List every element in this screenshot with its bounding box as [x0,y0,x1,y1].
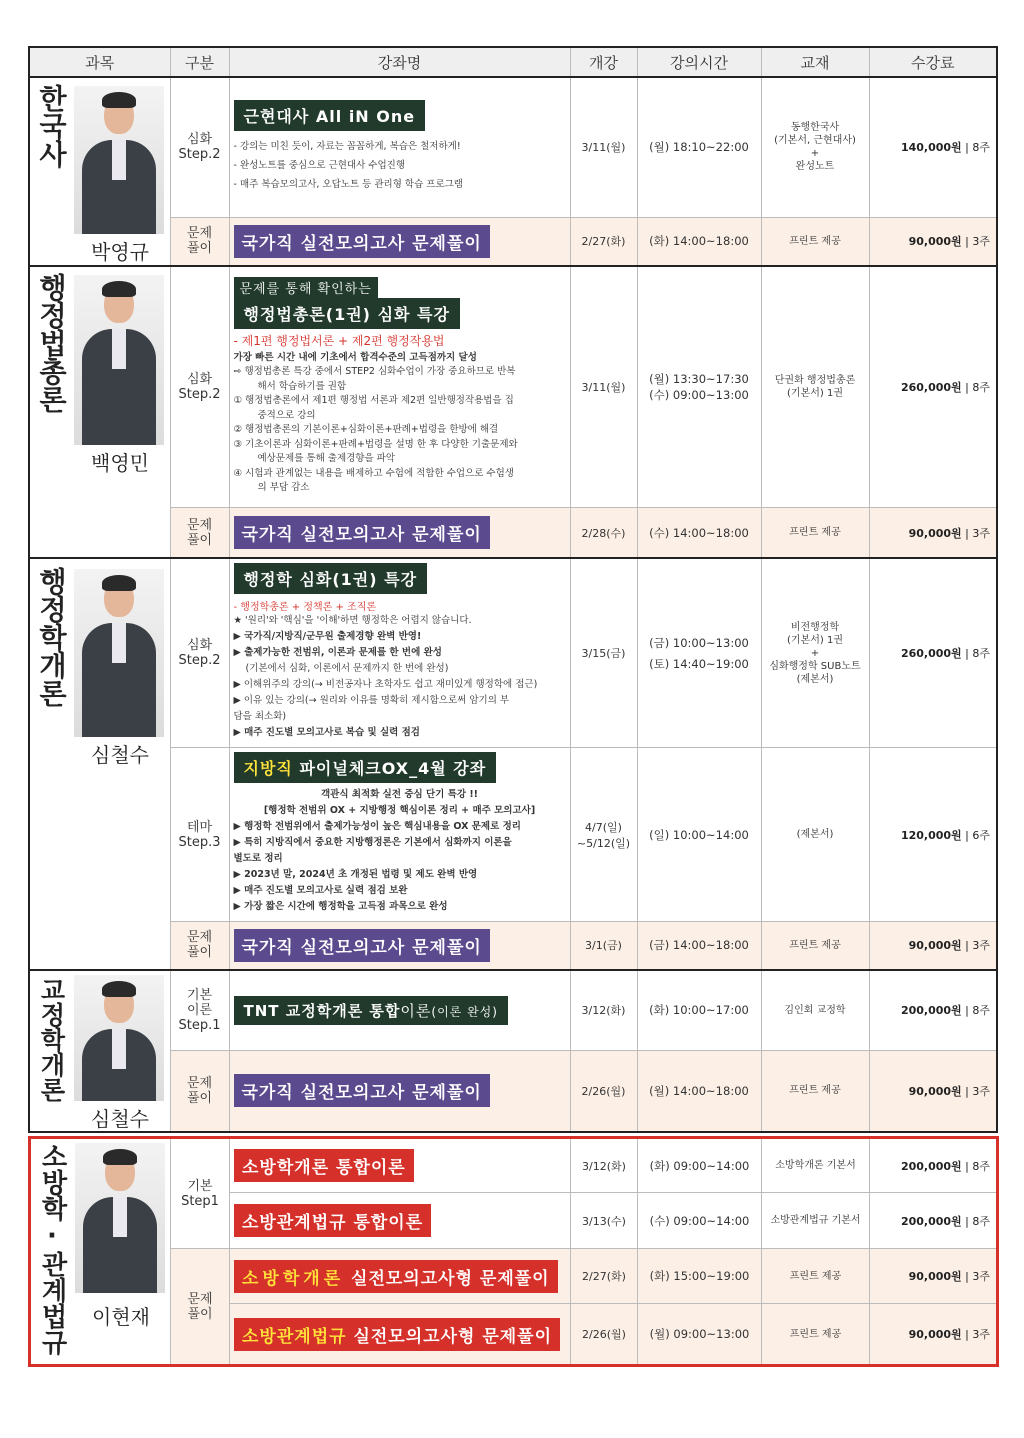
table-row [29,558,997,748]
lecture-time: (일) 10:00~14:00 [637,748,761,922]
course-cell [229,922,570,970]
subject-title: 소방학·관계법규 [37,1143,67,1355]
start-date: 3/11(월) [570,77,637,217]
fee: 90,000원 | 3주 [869,1051,997,1132]
start-date: 3/1(금) [570,922,637,970]
fee: 90,000원 | 3주 [869,217,997,266]
subject-cell [29,558,170,970]
header-time: 강의시간 [637,47,761,77]
lecture-time: (화) 10:00~17:00 [637,970,761,1051]
fee: 200,000원 | 8주 [870,1193,998,1249]
teacher-photo [74,275,164,445]
start-date: 4/7(일) ~5/12(일) [570,748,637,922]
lecture-time: (금) 10:00~13:00 (토) 14:40~19:00 [637,558,761,748]
teacher-name: 심철수 [91,742,149,767]
textbook: 프린트 제공 [762,1249,870,1304]
course-title[interactable]: 소방관계법규 실전모의고사형 문제풀이 [234,1318,560,1351]
textbook: 프린트 제공 [761,217,869,266]
course-cell [229,508,570,558]
lecture-time: (월) 18:10~22:00 [637,77,761,217]
start-date: 2/27(화) [571,1249,638,1304]
textbook: 단권화 행정법총론 (기본서) 1권 [761,266,869,508]
table-row [29,922,997,970]
fee: 90,000원 | 3주 [870,1249,998,1304]
lecture-time: (화) 15:00~19:00 [638,1249,762,1304]
type-cell: 테마 Step.3 [170,748,229,922]
course-cell: 행정학 심화(1권) 특강 - 행정학총론 + 정책론 + 조직론 ★ '원리'와 '핵심'을 '이해'하면 행정학은 어렵지 않습니다. ▶ 국가직/지방직/군무원 출제경향 완벽 반영! ▶ 출제가능한 전범위, 이론과 문제를 한 번에 완성 (기본에서 심화, 이론에서 문제까지 한 번에 완성) ▶ 이해위주의 강의(→ 비전공자나 초학자도 쉽고 재미있게 행정학에 접근) ▶ 이유 있는 강의(→ 원리와 이유를 명확히 제시함으로써 암기의 부 담을 최소화) ▶ 매주 진도별 모의고사로 복습 및 실력 점검 [229,558,570,748]
subject-title: 한국사 [35,84,68,168]
course-cell [230,1304,571,1366]
table-row [30,1138,998,1193]
textbook: 비전행정학 (기본서) 1권 + 심화행정학 SUB노트 (제본서) [761,558,869,748]
header-book: 교재 [761,47,869,77]
textbook: 프린트 제공 [761,508,869,558]
fee: 140,000원 | 8주 [869,77,997,217]
textbook: 프린트 제공 [761,1051,869,1132]
table-row [29,77,997,217]
lecture-time: (수) 09:00~14:00 [638,1193,762,1249]
type-cell: 문제 풀이 [170,508,229,558]
course-cell [230,1138,571,1193]
type-cell: 심화 Step.2 [170,77,229,217]
course-title[interactable]: TNT 교정학개론 통합이론(이론 완성) [234,996,508,1025]
header-row [29,47,997,77]
subject-title: 행정학개론 [35,566,68,707]
type-cell: 문제 풀이 [170,217,229,266]
lecture-time: (금) 14:00~18:00 [637,922,761,970]
subject-cell [29,266,170,558]
lecture-time: (월) 14:00~18:00 [637,1051,761,1132]
type-cell: 기본 이론 Step.1 [170,970,229,1051]
type-cell: 심화 Step.2 [170,266,229,508]
fee: 200,000원 | 8주 [869,970,997,1051]
course-cell [230,1249,571,1304]
lecture-time: (화) 09:00~14:00 [638,1138,762,1193]
textbook: (제본서) [761,748,869,922]
header-type: 구분 [170,47,229,77]
course-cell: 근현대사 All iN One - 강의는 미친 듯이, 자료는 꼼꼼하게, 복습은 철저하게! - 완성노트를 중심으로 근현대사 수업진행 - 매주 복습모의고사, 오답노트 등 관리형 학습 프로그램 [229,77,570,217]
course-title[interactable]: 국가직 실전모의고사 문제풀이 [234,516,490,549]
table-row [29,1051,997,1132]
textbook: 프린트 제공 [762,1304,870,1366]
course-title[interactable]: 지방직 파이널체크OX_4월 강좌 [234,752,497,783]
start-date: 3/12(화) [571,1138,638,1193]
textbook: 프린트 제공 [761,922,869,970]
table-row [29,217,997,266]
start-date: 2/28(수) [570,508,637,558]
table-row [29,266,997,508]
course-title[interactable]: 국가직 실전모의고사 문제풀이 [234,1074,490,1107]
course-title[interactable]: 소방학개론 통합이론 [234,1149,414,1182]
start-date: 3/11(월) [570,266,637,508]
type-cell: 기본 Step1 [171,1138,230,1249]
subject-title: 행정법총론 [35,273,68,413]
lecture-time: (월) 13:30~17:30 (수) 09:00~13:00 [637,266,761,508]
fee: 120,000원 | 6주 [869,748,997,922]
type-cell: 문제 풀이 [170,1051,229,1132]
subject-cell [30,1138,171,1366]
teacher-name: 백영민 [91,451,149,475]
fee: 200,000원 | 8주 [870,1138,998,1193]
start-date: 3/12(화) [570,970,637,1051]
table-row [29,748,997,922]
start-date: 2/26(월) [570,1051,637,1132]
header-start: 개강 [570,47,637,77]
textbook: 김인회 교정학 [761,970,869,1051]
teacher-photo [75,1143,165,1293]
course-title[interactable]: 행정법총론(1권) 심화 특강 [234,298,460,329]
course-subtitle: - 행정학총론 + 정책론 + 조직론 [233,602,377,613]
header-course: 강좌명 [229,47,570,77]
course-cell [229,1051,570,1132]
course-pretitle: 문제를 통해 확인하는 [234,277,378,298]
start-date: 3/15(금) [570,558,637,748]
course-cell [229,217,570,266]
course-title[interactable]: 소방학개론 실전모의고사형 문제풀이 [234,1260,558,1293]
course-cell: 지방직 파이널체크OX_4월 강좌 객관식 최적화 실전 중심 단기 특강 !! [행정학 전범위 OX + 지방행정 핵심이론 정리 + 매주 모의고사] ▶ 행정학 전범위에서 출제가능성이 높은 핵심내용을 OX 문제로 정리 ▶ 특히 지방직에서 중요한 지방행정론은 기본에서 심화까지 이론을 별도로 정리 ▶ 2023년 말, 2024년 초 개정된 법령 및 제도 완벽 반영 ▶ 매주 진도별 모의고사로 실력 점검 보완 ▶ 가장 짧은 시간에 행정학을 고득점 과목으로 완성 [229,748,570,922]
start-date: 2/26(월) [571,1304,638,1366]
table-row [30,1249,998,1304]
fee: 260,000원 | 8주 [869,558,997,748]
lecture-time: (수) 14:00~18:00 [637,508,761,558]
course-cell [229,970,570,1051]
teacher-photo [74,975,164,1101]
start-date: 2/27(화) [570,217,637,266]
fee: 260,000원 | 8주 [869,266,997,508]
teacher-photo [74,86,164,234]
start-date: 3/13(수) [571,1193,638,1249]
teacher-name: 이현재 [92,1305,150,1329]
type-cell: 문제 풀이 [171,1249,230,1366]
textbook: 동행한국사 (기본서, 근현대사) + 완성노트 [761,77,869,217]
subject-cell [29,77,170,266]
header-fee: 수강료 [869,47,997,77]
teacher-name: 심철수 [91,1106,149,1131]
course-title[interactable]: 행정학 심화(1권) 특강 [234,563,428,594]
table-row [29,970,997,1051]
course-subtitle: - 제1편 행정법서론 + 제2편 행정작용법 [233,333,445,348]
subject-title: 교정학개론 [37,976,66,1102]
teacher-photo [74,569,164,737]
textbook: 소방학개론 기본서 [762,1138,870,1193]
type-cell: 심화 Step.2 [170,558,229,748]
table-row [29,508,997,558]
lecture-time: (월) 09:00~13:00 [638,1304,762,1366]
fee: 90,000원 | 3주 [869,922,997,970]
lecture-time: (화) 14:00~18:00 [637,217,761,266]
textbook: 소방관계법규 기본서 [762,1193,870,1249]
fire-schedule-table [28,1136,999,1367]
course-cell [230,1193,571,1249]
subject-cell [29,970,170,1132]
type-cell: 문제 풀이 [170,922,229,970]
course-title[interactable]: 근현대사 All iN One [234,100,426,131]
fee: 90,000원 | 3주 [869,508,997,558]
course-title[interactable]: 국가직 실전모의고사 문제풀이 [234,929,490,962]
schedule-table [28,46,998,1133]
course-cell: 문제를 통해 확인하는 행정법총론(1권) 심화 특강 - 제1편 행정법서론 + 제2편 행정작용법 가장 빠른 시간 내에 기초에서 합격수준의 고득점까지 달성 ⇨ 행정법총론 특강 중에서 STEP2 심화수업이 가장 중요하므로 반복 해서 학습하기를 권함 ① 행정법총론에서 제1편 행정법 서론과 제2편 일반행정작용법을 집 중적으로 강의 ② 행정법총론의 기본이론+심화이론+판례+법령을 한방에 해결 ③ 기초이론과 심화이론+판례+법령을 설명 한 후 다양한 기출문제와 예상문제를 통해 출제경향을 파악 ④ 시험과 관계없는 내용을 배제하고 수험에 적합한 수업으로 수험생 의 부담 감소 [229,266,570,508]
teacher-name: 박영규 [91,240,149,264]
course-title[interactable]: 국가직 실전모의고사 문제풀이 [234,225,490,258]
fee: 90,000원 | 3주 [870,1304,998,1366]
course-title[interactable]: 소방관계법규 통합이론 [234,1204,431,1237]
header-subject: 과목 [29,47,170,77]
